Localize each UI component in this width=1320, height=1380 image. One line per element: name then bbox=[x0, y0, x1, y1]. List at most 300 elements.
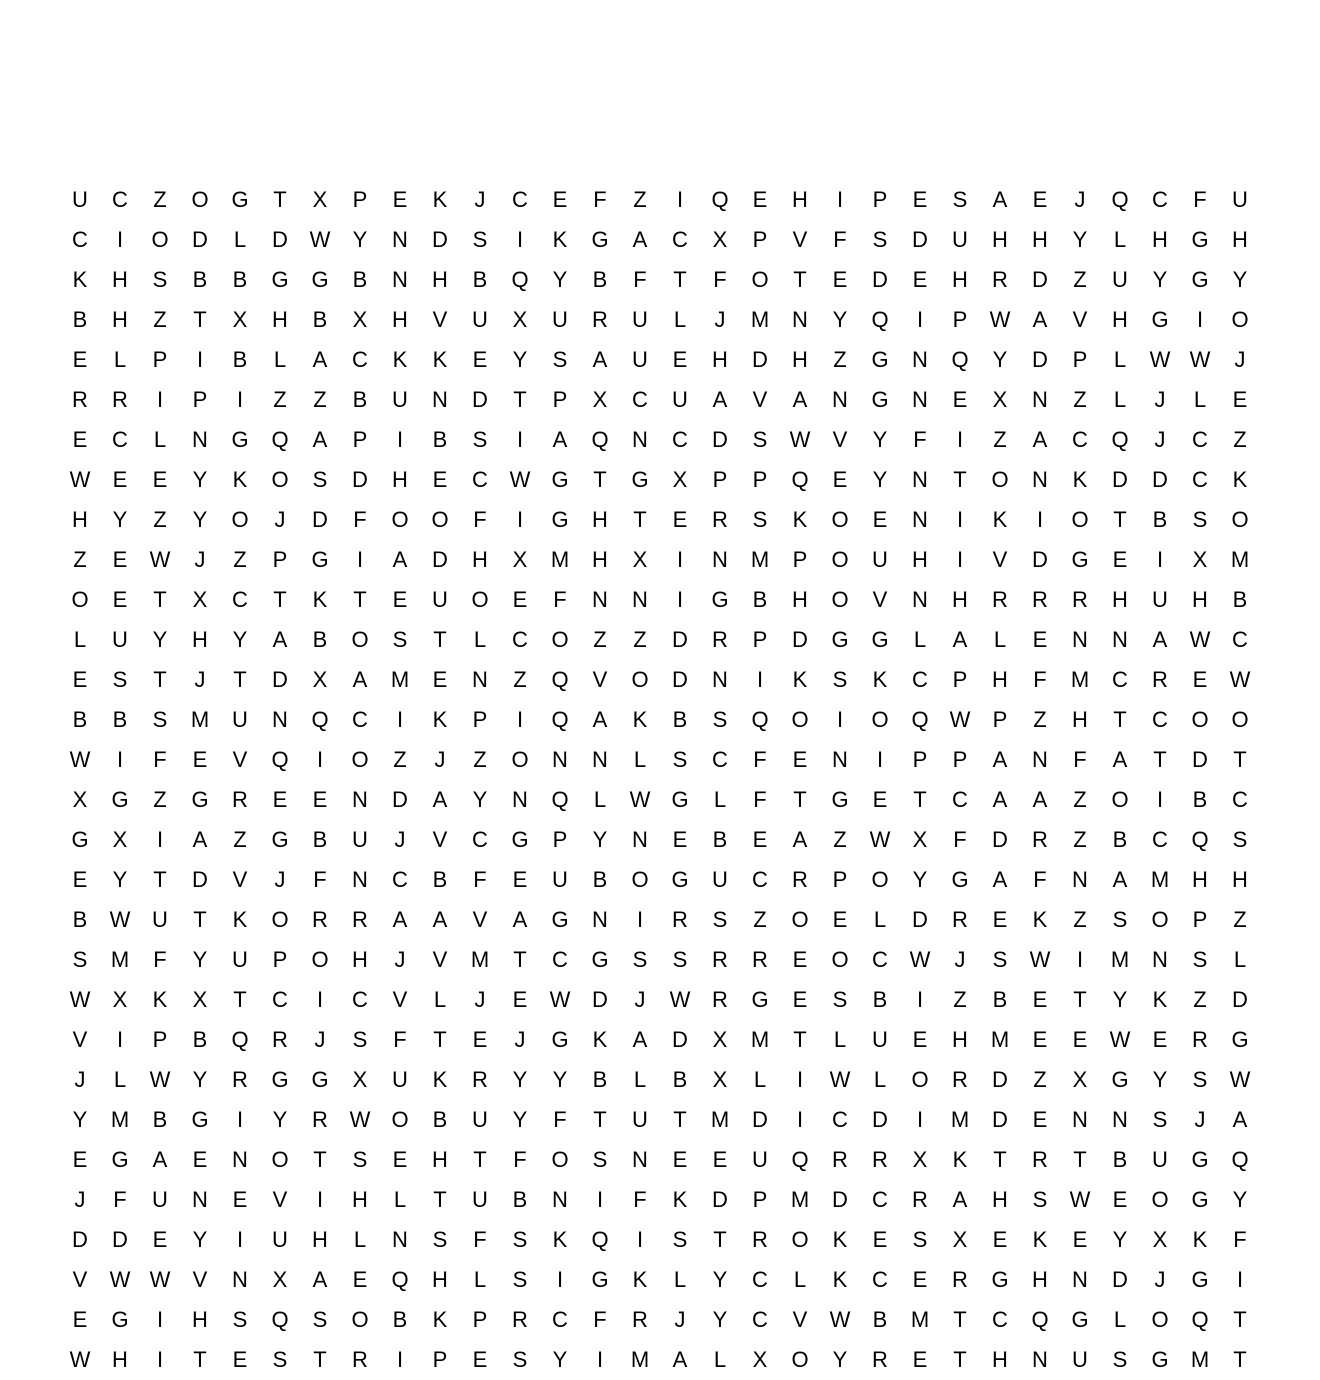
grid-letter[interactable]: S bbox=[712, 907, 728, 932]
grid-letter[interactable]: Y bbox=[592, 827, 608, 852]
grid-letter[interactable]: W bbox=[69, 747, 91, 772]
grid-letter[interactable]: T bbox=[513, 387, 527, 412]
grid-letter[interactable]: H bbox=[352, 947, 368, 972]
grid-letter[interactable]: N bbox=[232, 1267, 248, 1292]
grid-letter[interactable]: Q bbox=[591, 1227, 609, 1252]
grid-letter[interactable]: F bbox=[1073, 747, 1087, 772]
grid-letter[interactable]: S bbox=[632, 947, 648, 972]
grid-letter[interactable]: P bbox=[1072, 347, 1088, 372]
grid-letter[interactable]: R bbox=[712, 507, 728, 532]
grid-letter[interactable]: M bbox=[990, 1027, 1010, 1052]
grid-letter[interactable]: T bbox=[433, 627, 447, 652]
grid-letter[interactable]: K bbox=[552, 1227, 568, 1252]
grid-letter[interactable]: N bbox=[1152, 947, 1168, 972]
grid-letter[interactable]: Z bbox=[1233, 907, 1247, 932]
grid-letter[interactable]: I bbox=[916, 1107, 924, 1132]
grid-letter[interactable]: F bbox=[1193, 187, 1207, 212]
grid-letter[interactable]: E bbox=[1072, 1027, 1088, 1052]
grid-letter[interactable]: S bbox=[1232, 827, 1248, 852]
grid-letter[interactable]: Y bbox=[112, 867, 128, 892]
grid-letter[interactable]: A bbox=[312, 1267, 328, 1292]
grid-letter[interactable]: I bbox=[956, 507, 964, 532]
grid-letter[interactable]: T bbox=[633, 507, 647, 532]
grid-letter[interactable]: W bbox=[69, 1347, 91, 1372]
grid-letter[interactable]: S bbox=[72, 947, 88, 972]
grid-letter[interactable]: C bbox=[1192, 467, 1208, 492]
grid-letter[interactable]: D bbox=[992, 1107, 1008, 1132]
grid-letter[interactable]: L bbox=[713, 787, 727, 812]
grid-letter[interactable]: B bbox=[312, 627, 328, 652]
grid-letter[interactable]: E bbox=[1112, 1187, 1128, 1212]
grid-letter[interactable]: P bbox=[472, 1307, 488, 1332]
grid-letter[interactable]: C bbox=[512, 627, 528, 652]
grid-letter[interactable]: F bbox=[313, 867, 327, 892]
grid-letter[interactable]: Y bbox=[1112, 1227, 1128, 1252]
grid-letter[interactable]: N bbox=[352, 787, 368, 812]
grid-letter[interactable]: M bbox=[190, 707, 210, 732]
grid-letter[interactable]: L bbox=[633, 1067, 647, 1092]
grid-letter[interactable]: D bbox=[992, 1067, 1008, 1092]
grid-letter[interactable]: V bbox=[232, 867, 248, 892]
grid-letter[interactable]: Z bbox=[473, 747, 487, 772]
grid-letter[interactable]: B bbox=[72, 907, 88, 932]
grid-letter[interactable]: E bbox=[552, 187, 568, 212]
grid-letter[interactable]: I bbox=[1236, 1267, 1244, 1292]
grid-letter[interactable]: G bbox=[311, 1067, 329, 1092]
grid-letter[interactable]: K bbox=[832, 1227, 848, 1252]
grid-letter[interactable]: B bbox=[112, 707, 128, 732]
grid-letter[interactable]: B bbox=[1232, 587, 1248, 612]
grid-letter[interactable]: R bbox=[1032, 587, 1048, 612]
grid-letter[interactable]: H bbox=[312, 1227, 328, 1252]
grid-letter[interactable]: H bbox=[1112, 587, 1128, 612]
grid-letter[interactable]: S bbox=[752, 427, 768, 452]
grid-letter[interactable]: R bbox=[952, 1267, 968, 1292]
grid-letter[interactable]: G bbox=[1071, 1307, 1089, 1332]
grid-letter[interactable]: Q bbox=[511, 267, 529, 292]
grid-letter[interactable]: G bbox=[871, 387, 889, 412]
grid-letter[interactable]: R bbox=[992, 587, 1008, 612]
grid-letter[interactable]: S bbox=[512, 1347, 528, 1372]
grid-letter[interactable]: P bbox=[752, 467, 768, 492]
grid-letter[interactable]: C bbox=[392, 867, 408, 892]
grid-letter[interactable]: M bbox=[390, 667, 410, 692]
grid-letter[interactable]: S bbox=[832, 987, 848, 1012]
grid-letter[interactable]: E bbox=[832, 267, 848, 292]
grid-letter[interactable]: P bbox=[152, 1027, 168, 1052]
grid-letter[interactable]: S bbox=[552, 347, 568, 372]
grid-letter[interactable]: F bbox=[113, 1187, 127, 1212]
grid-letter[interactable]: E bbox=[952, 387, 968, 412]
grid-letter[interactable]: K bbox=[1232, 467, 1248, 492]
grid-letter[interactable]: B bbox=[1112, 1147, 1128, 1172]
grid-letter[interactable]: S bbox=[752, 507, 768, 532]
grid-letter[interactable]: F bbox=[633, 1187, 647, 1212]
grid-letter[interactable]: H bbox=[192, 627, 208, 652]
grid-letter[interactable]: L bbox=[673, 1267, 687, 1292]
grid-letter[interactable]: X bbox=[632, 547, 648, 572]
grid-letter[interactable]: P bbox=[992, 707, 1008, 732]
grid-letter[interactable]: O bbox=[1151, 1187, 1169, 1212]
grid-letter[interactable]: V bbox=[1072, 307, 1088, 332]
grid-letter[interactable]: K bbox=[672, 1187, 688, 1212]
grid-letter[interactable]: O bbox=[151, 227, 169, 252]
grid-letter[interactable]: G bbox=[831, 627, 849, 652]
grid-letter[interactable]: H bbox=[952, 587, 968, 612]
grid-letter[interactable]: C bbox=[1232, 627, 1248, 652]
grid-letter[interactable]: D bbox=[312, 507, 328, 532]
grid-letter[interactable]: O bbox=[351, 627, 369, 652]
grid-letter[interactable]: B bbox=[232, 347, 248, 372]
grid-letter[interactable]: U bbox=[272, 1227, 288, 1252]
grid-letter[interactable]: U bbox=[392, 1067, 408, 1092]
grid-letter[interactable]: Z bbox=[1033, 707, 1047, 732]
grid-letter[interactable]: J bbox=[74, 1067, 86, 1092]
grid-letter[interactable]: I bbox=[676, 547, 684, 572]
grid-letter[interactable]: A bbox=[312, 347, 328, 372]
grid-letter[interactable]: F bbox=[513, 1147, 527, 1172]
grid-letter[interactable]: N bbox=[912, 587, 928, 612]
grid-letter[interactable]: K bbox=[872, 667, 888, 692]
grid-letter[interactable]: L bbox=[353, 1227, 367, 1252]
grid-letter[interactable]: L bbox=[593, 787, 607, 812]
grid-letter[interactable]: C bbox=[72, 227, 88, 252]
grid-letter[interactable]: F bbox=[953, 827, 967, 852]
grid-letter[interactable]: O bbox=[1111, 787, 1129, 812]
grid-letter[interactable]: G bbox=[711, 587, 729, 612]
grid-letter[interactable]: S bbox=[512, 1227, 528, 1252]
grid-letter[interactable]: S bbox=[272, 1347, 288, 1372]
grid-letter[interactable]: E bbox=[512, 987, 528, 1012]
grid-letter[interactable]: G bbox=[191, 787, 209, 812]
grid-letter[interactable]: E bbox=[1152, 1027, 1168, 1052]
grid-letter[interactable]: Y bbox=[1152, 267, 1168, 292]
grid-letter[interactable]: P bbox=[952, 667, 968, 692]
grid-letter[interactable]: G bbox=[1111, 1067, 1129, 1092]
grid-letter[interactable]: E bbox=[792, 747, 808, 772]
grid-letter[interactable]: D bbox=[472, 387, 488, 412]
grid-letter[interactable]: O bbox=[1231, 507, 1249, 532]
grid-letter[interactable]: L bbox=[633, 747, 647, 772]
grid-letter[interactable]: R bbox=[272, 1027, 288, 1052]
grid-letter[interactable]: W bbox=[1229, 1067, 1251, 1092]
grid-letter[interactable]: I bbox=[396, 707, 404, 732]
grid-letter[interactable]: U bbox=[152, 1187, 168, 1212]
grid-letter[interactable]: Y bbox=[552, 267, 568, 292]
grid-letter[interactable]: B bbox=[72, 707, 88, 732]
grid-letter[interactable]: T bbox=[233, 667, 247, 692]
grid-letter[interactable]: N bbox=[1112, 1107, 1128, 1132]
grid-letter[interactable]: E bbox=[112, 587, 128, 612]
grid-letter[interactable]: N bbox=[192, 427, 208, 452]
grid-letter[interactable]: L bbox=[233, 227, 247, 252]
grid-letter[interactable]: U bbox=[232, 707, 248, 732]
grid-letter[interactable]: Q bbox=[1231, 1147, 1249, 1172]
grid-letter[interactable]: U bbox=[752, 1147, 768, 1172]
grid-letter[interactable]: I bbox=[596, 1347, 604, 1372]
grid-letter[interactable]: D bbox=[1032, 547, 1048, 572]
grid-letter[interactable]: Q bbox=[951, 347, 969, 372]
grid-letter[interactable]: A bbox=[1112, 747, 1128, 772]
grid-letter[interactable]: N bbox=[512, 787, 528, 812]
grid-letter[interactable]: X bbox=[112, 987, 128, 1012]
grid-letter[interactable]: M bbox=[750, 307, 770, 332]
grid-letter[interactable]: E bbox=[472, 347, 488, 372]
grid-letter[interactable]: P bbox=[472, 707, 488, 732]
grid-letter[interactable]: O bbox=[791, 907, 809, 932]
grid-letter[interactable]: E bbox=[832, 467, 848, 492]
grid-letter[interactable]: P bbox=[912, 747, 928, 772]
grid-letter[interactable]: Y bbox=[552, 1347, 568, 1372]
grid-letter[interactable]: S bbox=[432, 1227, 448, 1252]
grid-letter[interactable]: R bbox=[872, 1347, 888, 1372]
grid-letter[interactable]: M bbox=[910, 1307, 930, 1332]
grid-letter[interactable]: C bbox=[672, 427, 688, 452]
grid-letter[interactable]: E bbox=[392, 587, 408, 612]
grid-letter[interactable]: J bbox=[1074, 187, 1086, 212]
grid-letter[interactable]: E bbox=[352, 1267, 368, 1292]
grid-letter[interactable]: E bbox=[752, 827, 768, 852]
grid-letter[interactable]: Z bbox=[153, 187, 167, 212]
grid-letter[interactable]: G bbox=[271, 1067, 289, 1092]
grid-letter[interactable]: Q bbox=[591, 427, 609, 452]
grid-letter[interactable]: D bbox=[832, 1187, 848, 1212]
grid-letter[interactable]: I bbox=[1196, 307, 1204, 332]
grid-letter[interactable]: O bbox=[511, 747, 529, 772]
grid-letter[interactable]: N bbox=[592, 907, 608, 932]
grid-letter[interactable]: N bbox=[352, 867, 368, 892]
grid-letter[interactable]: E bbox=[72, 347, 88, 372]
grid-letter[interactable]: U bbox=[632, 1107, 648, 1132]
grid-letter[interactable]: W bbox=[789, 427, 811, 452]
grid-letter[interactable]: I bbox=[516, 427, 524, 452]
grid-letter[interactable]: H bbox=[792, 187, 808, 212]
grid-letter[interactable]: M bbox=[1190, 1347, 1210, 1372]
grid-letter[interactable]: U bbox=[472, 1107, 488, 1132]
grid-letter[interactable]: E bbox=[912, 1267, 928, 1292]
grid-letter[interactable]: R bbox=[752, 1227, 768, 1252]
grid-letter[interactable]: G bbox=[591, 947, 609, 972]
grid-letter[interactable]: V bbox=[792, 227, 808, 252]
grid-letter[interactable]: O bbox=[1071, 507, 1089, 532]
grid-letter[interactable]: D bbox=[592, 987, 608, 1012]
grid-letter[interactable]: Z bbox=[833, 827, 847, 852]
grid-letter[interactable]: U bbox=[552, 307, 568, 332]
grid-letter[interactable]: Q bbox=[1031, 1307, 1049, 1332]
grid-letter[interactable]: H bbox=[1032, 227, 1048, 252]
grid-letter[interactable]: B bbox=[232, 267, 248, 292]
grid-letter[interactable]: Y bbox=[1232, 1187, 1248, 1212]
grid-letter[interactable]: O bbox=[431, 507, 449, 532]
grid-letter[interactable]: B bbox=[712, 827, 728, 852]
grid-letter[interactable]: E bbox=[72, 1147, 88, 1172]
grid-letter[interactable]: L bbox=[1113, 1307, 1127, 1332]
grid-letter[interactable]: F bbox=[1033, 667, 1047, 692]
grid-letter[interactable]: R bbox=[312, 1107, 328, 1132]
grid-letter[interactable]: T bbox=[233, 987, 247, 1012]
grid-letter[interactable]: T bbox=[1113, 507, 1127, 532]
grid-letter[interactable]: X bbox=[312, 667, 328, 692]
grid-letter[interactable]: X bbox=[752, 1347, 768, 1372]
grid-letter[interactable]: M bbox=[1110, 947, 1130, 972]
grid-letter[interactable]: T bbox=[673, 267, 687, 292]
grid-letter[interactable]: H bbox=[192, 1307, 208, 1332]
grid-letter[interactable]: G bbox=[951, 867, 969, 892]
grid-letter[interactable]: K bbox=[1032, 1227, 1048, 1252]
grid-letter[interactable]: H bbox=[992, 667, 1008, 692]
grid-letter[interactable]: U bbox=[472, 1187, 488, 1212]
grid-letter[interactable]: E bbox=[272, 787, 288, 812]
grid-letter[interactable]: W bbox=[69, 987, 91, 1012]
grid-letter[interactable]: O bbox=[1151, 1307, 1169, 1332]
grid-letter[interactable]: B bbox=[392, 1307, 408, 1332]
grid-letter[interactable]: I bbox=[316, 987, 324, 1012]
grid-letter[interactable]: G bbox=[231, 427, 249, 452]
grid-letter[interactable]: F bbox=[553, 587, 567, 612]
grid-letter[interactable]: H bbox=[1152, 227, 1168, 252]
grid-letter[interactable]: T bbox=[313, 1347, 327, 1372]
grid-letter[interactable]: L bbox=[1233, 947, 1247, 972]
grid-letter[interactable]: L bbox=[73, 627, 87, 652]
grid-letter[interactable]: Q bbox=[271, 1307, 289, 1332]
grid-letter[interactable]: I bbox=[916, 987, 924, 1012]
grid-letter[interactable]: D bbox=[712, 1187, 728, 1212]
grid-letter[interactable]: P bbox=[752, 1187, 768, 1212]
grid-letter[interactable]: C bbox=[352, 707, 368, 732]
grid-letter[interactable]: Y bbox=[1232, 267, 1248, 292]
grid-letter[interactable]: H bbox=[112, 267, 128, 292]
grid-letter[interactable]: Q bbox=[1191, 827, 1209, 852]
grid-letter[interactable]: S bbox=[112, 667, 128, 692]
grid-letter[interactable]: O bbox=[751, 267, 769, 292]
grid-letter[interactable]: O bbox=[871, 867, 889, 892]
grid-letter[interactable]: Q bbox=[551, 707, 569, 732]
grid-letter[interactable]: Z bbox=[1033, 1067, 1047, 1092]
grid-letter[interactable]: J bbox=[1154, 1267, 1166, 1292]
grid-letter[interactable]: E bbox=[1032, 1107, 1048, 1132]
grid-letter[interactable]: V bbox=[432, 947, 448, 972]
grid-letter[interactable]: S bbox=[312, 467, 328, 492]
grid-letter[interactable]: E bbox=[72, 667, 88, 692]
grid-letter[interactable]: L bbox=[833, 1027, 847, 1052]
grid-letter[interactable]: T bbox=[993, 1147, 1007, 1172]
grid-letter[interactable]: H bbox=[952, 1027, 968, 1052]
grid-letter[interactable]: V bbox=[592, 667, 608, 692]
grid-letter[interactable]: T bbox=[1233, 1347, 1247, 1372]
grid-letter[interactable]: Q bbox=[391, 1267, 409, 1292]
grid-letter[interactable]: C bbox=[352, 347, 368, 372]
grid-letter[interactable]: M bbox=[1150, 867, 1170, 892]
grid-letter[interactable]: Q bbox=[871, 307, 889, 332]
grid-letter[interactable]: E bbox=[872, 787, 888, 812]
grid-letter[interactable]: M bbox=[710, 1107, 730, 1132]
grid-letter[interactable]: W bbox=[1109, 1027, 1131, 1052]
grid-letter[interactable]: H bbox=[992, 1187, 1008, 1212]
grid-letter[interactable]: G bbox=[991, 1267, 1009, 1292]
grid-letter[interactable]: B bbox=[1112, 827, 1128, 852]
grid-letter[interactable]: G bbox=[1191, 267, 1209, 292]
grid-letter[interactable]: N bbox=[632, 1147, 648, 1172]
grid-letter[interactable]: U bbox=[1152, 1147, 1168, 1172]
grid-letter[interactable]: X bbox=[952, 1227, 968, 1252]
grid-letter[interactable]: U bbox=[552, 867, 568, 892]
grid-letter[interactable]: J bbox=[274, 867, 286, 892]
grid-letter[interactable]: O bbox=[831, 947, 849, 972]
grid-letter[interactable]: P bbox=[752, 227, 768, 252]
grid-letter[interactable]: V bbox=[432, 827, 448, 852]
grid-letter[interactable]: T bbox=[953, 1307, 967, 1332]
grid-letter[interactable]: M bbox=[950, 1107, 970, 1132]
grid-letter[interactable]: U bbox=[952, 227, 968, 252]
grid-letter[interactable]: T bbox=[793, 787, 807, 812]
grid-letter[interactable]: X bbox=[272, 1267, 288, 1292]
grid-letter[interactable]: D bbox=[1112, 1267, 1128, 1292]
grid-letter[interactable]: H bbox=[352, 1187, 368, 1212]
grid-letter[interactable]: D bbox=[1032, 347, 1048, 372]
grid-letter[interactable]: Y bbox=[232, 627, 248, 652]
grid-letter[interactable]: Y bbox=[1072, 227, 1088, 252]
grid-letter[interactable]: U bbox=[232, 947, 248, 972]
grid-letter[interactable]: I bbox=[876, 747, 884, 772]
grid-letter[interactable]: B bbox=[152, 1107, 168, 1132]
grid-letter[interactable]: E bbox=[192, 1147, 208, 1172]
grid-letter[interactable]: I bbox=[396, 1347, 404, 1372]
grid-letter[interactable]: O bbox=[71, 587, 89, 612]
grid-letter[interactable]: X bbox=[192, 587, 208, 612]
grid-letter[interactable]: A bbox=[1032, 427, 1048, 452]
grid-letter[interactable]: Q bbox=[231, 1027, 249, 1052]
grid-letter[interactable]: E bbox=[72, 427, 88, 452]
grid-letter[interactable]: Y bbox=[472, 787, 488, 812]
grid-letter[interactable]: P bbox=[352, 187, 368, 212]
grid-letter[interactable]: F bbox=[593, 1307, 607, 1332]
grid-letter[interactable]: F bbox=[473, 1227, 487, 1252]
grid-letter[interactable]: I bbox=[516, 707, 524, 732]
grid-letter[interactable]: V bbox=[992, 547, 1008, 572]
grid-letter[interactable]: V bbox=[832, 427, 848, 452]
grid-letter[interactable]: J bbox=[434, 747, 446, 772]
grid-letter[interactable]: E bbox=[672, 507, 688, 532]
grid-letter[interactable]: B bbox=[192, 1027, 208, 1052]
grid-letter[interactable]: I bbox=[1156, 787, 1164, 812]
grid-letter[interactable]: Y bbox=[872, 427, 888, 452]
grid-letter[interactable]: N bbox=[272, 707, 288, 732]
grid-letter[interactable]: Z bbox=[953, 987, 967, 1012]
grid-letter[interactable]: Y bbox=[712, 1267, 728, 1292]
grid-letter[interactable]: Q bbox=[311, 707, 329, 732]
grid-letter[interactable]: A bbox=[592, 707, 608, 732]
grid-letter[interactable]: E bbox=[192, 747, 208, 772]
grid-letter[interactable]: N bbox=[1112, 627, 1128, 652]
grid-letter[interactable]: T bbox=[1153, 747, 1167, 772]
grid-letter[interactable]: F bbox=[833, 227, 847, 252]
grid-letter[interactable]: M bbox=[110, 1107, 130, 1132]
grid-letter[interactable]: I bbox=[556, 1267, 564, 1292]
grid-letter[interactable]: G bbox=[1191, 1187, 1209, 1212]
grid-letter[interactable]: T bbox=[193, 907, 207, 932]
grid-letter[interactable]: W bbox=[109, 1267, 131, 1292]
grid-letter[interactable]: S bbox=[352, 1027, 368, 1052]
grid-letter[interactable]: L bbox=[433, 987, 447, 1012]
grid-letter[interactable]: U bbox=[632, 307, 648, 332]
grid-letter[interactable]: A bbox=[1232, 1107, 1248, 1132]
grid-letter[interactable]: X bbox=[1192, 547, 1208, 572]
grid-letter[interactable]: C bbox=[1152, 707, 1168, 732]
grid-letter[interactable]: D bbox=[1032, 267, 1048, 292]
grid-letter[interactable]: Y bbox=[272, 1107, 288, 1132]
grid-letter[interactable]: J bbox=[1234, 347, 1246, 372]
grid-letter[interactable]: C bbox=[272, 987, 288, 1012]
